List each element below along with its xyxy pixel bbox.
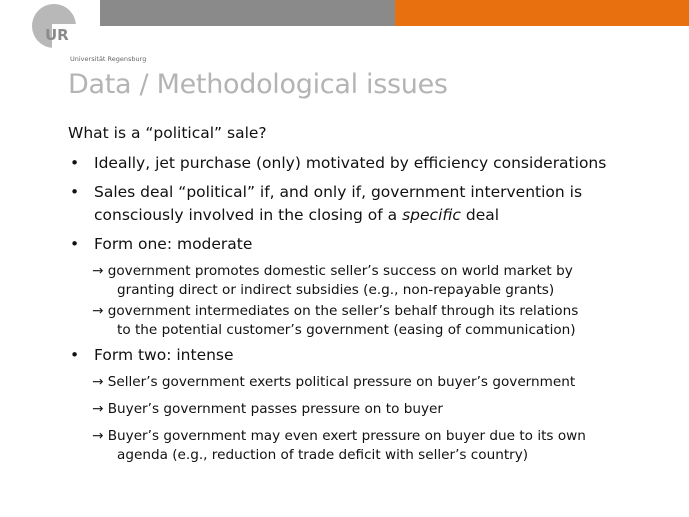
university-name: Universität Regensburg <box>70 55 147 63</box>
page-title: Data / Methodological issues <box>68 69 448 100</box>
bullet-definition <box>68 181 668 227</box>
question-heading: What is a “political” sale? <box>68 124 267 142</box>
slide-content <box>68 124 668 473</box>
bullet-text: • Ideally, jet purchase (only) motivated by efficiency considerations <box>94 154 607 172</box>
form-two-details <box>92 373 668 465</box>
list-item: → Seller’s government exerts political pressure on buyer’s government <box>92 374 576 390</box>
bullet-text: • Form one: moderate <box>94 235 253 253</box>
bullet-form-one <box>68 233 668 256</box>
form-one-details <box>92 262 668 340</box>
bullet-efficiency <box>68 152 668 175</box>
emphasis-specific: specific <box>402 206 461 224</box>
bullet-form-two <box>68 344 668 367</box>
bullet-text-line1: • Sales deal “political” if, and only if, government intervention is <box>94 183 583 201</box>
list-item: → government intermediates on the seller’s behalf through its relations to the potential customer’s government (easing of communication) <box>92 303 579 338</box>
bullet-text-line2: consciously involved in the closing of a specific deal <box>94 206 500 224</box>
list-item: → Buyer’s government may even exert pressure on buyer due to its own agenda (e.g., reduction of trade deficit with seller’s country) <box>92 428 586 463</box>
bullet-text: • Form two: intense <box>94 346 234 364</box>
list-item: → Buyer’s government passes pressure on to buyer <box>92 401 443 417</box>
logo-text: UR <box>45 26 69 44</box>
header-bar-orange <box>395 0 689 26</box>
list-item: → government promotes domestic seller’s success on world market by granting direct or indirect subsidies (e.g., non-repayable grants) <box>92 263 573 298</box>
